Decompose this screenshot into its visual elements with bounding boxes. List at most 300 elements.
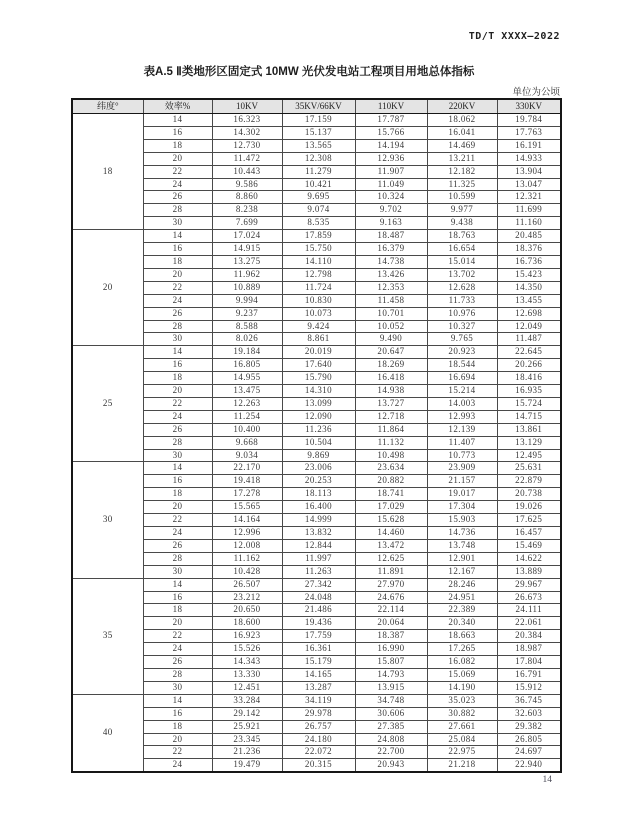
value-cell: 12.167 [427,565,497,578]
value-cell: 16.323 [212,114,282,127]
value-cell: 11.962 [212,268,282,281]
table-header [72,99,561,114]
efficiency-cell: 24 [143,527,212,540]
table-row [72,346,561,359]
value-cell: 34.748 [355,694,427,707]
value-cell: 12.628 [427,281,497,294]
table-row [72,307,561,320]
value-cell: 9.765 [427,333,497,346]
value-cell: 17.625 [497,514,561,527]
value-cell: 9.977 [427,204,497,217]
value-cell: 9.438 [427,217,497,230]
value-cell: 9.869 [282,449,355,462]
value-cell: 10.976 [427,307,497,320]
value-cell: 14.310 [282,385,355,398]
value-cell: 11.049 [355,178,427,191]
value-cell: 11.733 [427,294,497,307]
value-cell: 25.921 [212,720,282,733]
value-cell: 29.382 [497,720,561,733]
value-cell: 18.376 [497,243,561,256]
table-row [72,681,561,694]
efficiency-cell: 22 [143,746,212,759]
value-cell: 16.923 [212,630,282,643]
value-cell: 27.970 [355,578,427,591]
table-row [72,707,561,720]
value-cell: 10.504 [282,436,355,449]
value-cell: 17.763 [497,126,561,139]
value-cell: 9.994 [212,294,282,307]
value-cell: 21.157 [427,475,497,488]
value-cell: 12.996 [212,527,282,540]
table-row [72,114,561,127]
value-cell: 20.019 [282,346,355,359]
value-cell: 13.099 [282,397,355,410]
value-cell: 17.759 [282,630,355,643]
efficiency-cell: 28 [143,436,212,449]
table-row [72,410,561,423]
value-cell: 14.469 [427,139,497,152]
efficiency-cell: 14 [143,578,212,591]
value-cell: 18.487 [355,230,427,243]
value-cell: 16.041 [427,126,497,139]
efficiency-cell: 20 [143,152,212,165]
value-cell: 27.385 [355,720,427,733]
efficiency-cell: 18 [143,720,212,733]
value-cell: 10.400 [212,423,282,436]
value-cell: 15.137 [282,126,355,139]
value-cell: 9.424 [282,320,355,333]
value-cell: 15.069 [427,668,497,681]
column-header: 35KV/66KV [282,99,355,114]
value-cell: 11.997 [282,552,355,565]
table-row [72,333,561,346]
value-cell: 9.702 [355,204,427,217]
value-cell: 16.654 [427,243,497,256]
efficiency-cell: 16 [143,126,212,139]
value-cell: 20.253 [282,475,355,488]
value-cell: 15.912 [497,681,561,694]
efficiency-cell: 18 [143,372,212,385]
value-cell: 35.023 [427,694,497,707]
value-cell: 11.279 [282,165,355,178]
efficiency-cell: 22 [143,281,212,294]
value-cell: 23.909 [427,462,497,475]
table-row [72,475,561,488]
value-cell: 14.003 [427,397,497,410]
value-cell: 13.472 [355,539,427,552]
table-body [72,114,561,773]
table-row [72,423,561,436]
value-cell: 10.599 [427,191,497,204]
efficiency-cell: 22 [143,165,212,178]
value-cell: 24.951 [427,591,497,604]
value-cell: 18.987 [497,643,561,656]
efficiency-cell: 16 [143,707,212,720]
value-cell: 16.457 [497,527,561,540]
value-cell: 16.791 [497,668,561,681]
value-cell: 26.507 [212,578,282,591]
column-header: 纬度° [72,99,143,114]
efficiency-cell: 18 [143,604,212,617]
value-cell: 14.736 [427,527,497,540]
efficiency-cell: 30 [143,333,212,346]
value-cell: 12.182 [427,165,497,178]
value-cell: 11.864 [355,423,427,436]
value-cell: 15.526 [212,643,282,656]
efficiency-cell: 24 [143,294,212,307]
table-row [72,514,561,527]
value-cell: 8.860 [212,191,282,204]
value-cell: 16.379 [355,243,427,256]
efficiency-cell: 28 [143,204,212,217]
value-cell: 20.943 [355,759,427,772]
value-cell: 19.184 [212,346,282,359]
value-cell: 25.084 [427,733,497,746]
table-row [72,268,561,281]
value-cell: 13.287 [282,681,355,694]
value-cell: 24.697 [497,746,561,759]
value-cell: 14.793 [355,668,427,681]
value-cell: 8.861 [282,333,355,346]
table-row [72,565,561,578]
efficiency-cell: 16 [143,591,212,604]
efficiency-cell: 24 [143,759,212,772]
value-cell: 18.062 [427,114,497,127]
value-cell: 9.237 [212,307,282,320]
value-cell: 19.418 [212,475,282,488]
efficiency-cell: 28 [143,668,212,681]
latitude-cell: 18 [72,114,143,230]
value-cell: 14.933 [497,152,561,165]
value-cell: 16.418 [355,372,427,385]
value-cell: 11.407 [427,436,497,449]
value-cell: 16.400 [282,501,355,514]
column-header: 10KV [212,99,282,114]
efficiency-cell: 28 [143,320,212,333]
value-cell: 8.238 [212,204,282,217]
table-row [72,178,561,191]
value-cell: 14.938 [355,385,427,398]
efficiency-cell: 24 [143,643,212,656]
value-cell: 18.600 [212,617,282,630]
value-cell: 14.165 [282,668,355,681]
value-cell: 10.443 [212,165,282,178]
value-cell: 28.246 [427,578,497,591]
value-cell: 14.738 [355,255,427,268]
value-cell: 19.017 [427,488,497,501]
column-header: 110KV [355,99,427,114]
table-row [72,320,561,333]
column-header: 330KV [497,99,561,114]
value-cell: 17.804 [497,656,561,669]
efficiency-cell: 18 [143,488,212,501]
value-cell: 12.495 [497,449,561,462]
value-cell: 10.327 [427,320,497,333]
value-cell: 14.164 [212,514,282,527]
efficiency-cell: 22 [143,514,212,527]
value-cell: 13.426 [355,268,427,281]
value-cell: 14.194 [355,139,427,152]
value-cell: 13.727 [355,397,427,410]
value-cell: 14.460 [355,527,427,540]
value-cell: 14.915 [212,243,282,256]
value-cell: 15.790 [282,372,355,385]
value-cell: 13.330 [212,668,282,681]
value-cell: 15.807 [355,656,427,669]
value-cell: 29.978 [282,707,355,720]
value-cell: 14.110 [282,255,355,268]
value-cell: 12.451 [212,681,282,694]
value-cell: 16.736 [497,255,561,268]
value-cell: 10.498 [355,449,427,462]
value-cell: 14.302 [212,126,282,139]
efficiency-cell: 30 [143,681,212,694]
value-cell: 18.544 [427,359,497,372]
value-cell: 18.113 [282,488,355,501]
value-cell: 17.859 [282,230,355,243]
table-row [72,372,561,385]
value-cell: 13.211 [427,152,497,165]
table-row [72,230,561,243]
efficiency-cell: 18 [143,139,212,152]
value-cell: 12.698 [497,307,561,320]
value-cell: 22.114 [355,604,427,617]
value-cell: 11.160 [497,217,561,230]
table-title: 表A.5 Ⅱ类地形区固定式 10MW 光伏发电站工程项目用地总体指标 [143,66,475,78]
value-cell: 20.650 [212,604,282,617]
value-cell: 14.190 [427,681,497,694]
value-cell: 13.129 [497,436,561,449]
table-row [72,617,561,630]
value-cell: 11.891 [355,565,427,578]
value-cell: 10.428 [212,565,282,578]
value-cell: 12.625 [355,552,427,565]
value-cell: 13.832 [282,527,355,540]
efficiency-cell: 22 [143,630,212,643]
value-cell: 18.741 [355,488,427,501]
value-cell: 32.603 [497,707,561,720]
value-cell: 16.191 [497,139,561,152]
table-row [72,255,561,268]
table-row [72,552,561,565]
efficiency-cell: 26 [143,307,212,320]
table-row [72,217,561,230]
value-cell: 10.052 [355,320,427,333]
value-cell: 29.967 [497,578,561,591]
value-cell: 17.278 [212,488,282,501]
value-cell: 11.472 [212,152,282,165]
value-cell: 24.048 [282,591,355,604]
standard-code-header: TD/T XXXX—2022 [468,31,560,42]
value-cell: 36.745 [497,694,561,707]
value-cell: 14.350 [497,281,561,294]
value-cell: 26.673 [497,591,561,604]
value-cell: 21.236 [212,746,282,759]
table-row [72,501,561,514]
value-cell: 9.490 [355,333,427,346]
value-cell: 18.663 [427,630,497,643]
value-cell: 24.180 [282,733,355,746]
value-cell: 13.915 [355,681,427,694]
value-cell: 18.387 [355,630,427,643]
table-row [72,668,561,681]
efficiency-cell: 26 [143,539,212,552]
value-cell: 13.748 [427,539,497,552]
table-row [72,733,561,746]
value-cell: 14.343 [212,656,282,669]
latitude-cell: 30 [72,462,143,578]
value-cell: 16.935 [497,385,561,398]
value-cell: 7.699 [212,217,282,230]
value-cell: 20.340 [427,617,497,630]
table-row [72,720,561,733]
efficiency-cell: 28 [143,552,212,565]
value-cell: 14.715 [497,410,561,423]
value-cell: 15.014 [427,255,497,268]
value-cell: 12.993 [427,410,497,423]
value-cell: 20.923 [427,346,497,359]
value-cell: 15.214 [427,385,497,398]
column-header: 效率% [143,99,212,114]
value-cell: 9.074 [282,204,355,217]
column-header: 220KV [427,99,497,114]
value-cell: 12.901 [427,552,497,565]
value-cell: 11.458 [355,294,427,307]
value-cell: 22.940 [497,759,561,772]
value-cell: 18.763 [427,230,497,243]
efficiency-cell: 26 [143,191,212,204]
efficiency-cell: 22 [143,397,212,410]
efficiency-cell: 20 [143,268,212,281]
table-row [72,165,561,178]
table-row [72,527,561,540]
table-row [72,488,561,501]
value-cell: 21.486 [282,604,355,617]
value-cell: 20.064 [355,617,427,630]
value-cell: 13.455 [497,294,561,307]
value-cell: 10.324 [355,191,427,204]
efficiency-cell: 24 [143,410,212,423]
value-cell: 11.162 [212,552,282,565]
value-cell: 12.844 [282,539,355,552]
table-row [72,462,561,475]
value-cell: 26.757 [282,720,355,733]
efficiency-cell: 20 [143,385,212,398]
value-cell: 24.676 [355,591,427,604]
table-row [72,204,561,217]
value-cell: 12.049 [497,320,561,333]
value-cell: 20.315 [282,759,355,772]
value-cell: 19.784 [497,114,561,127]
value-cell: 15.423 [497,268,561,281]
value-cell: 17.787 [355,114,427,127]
table-row [72,397,561,410]
value-cell: 10.889 [212,281,282,294]
latitude-cell: 20 [72,230,143,346]
page-number: 14 [542,775,552,785]
value-cell: 18.416 [497,372,561,385]
value-cell: 18.269 [355,359,427,372]
value-cell: 8.026 [212,333,282,346]
indicator-table [71,98,562,773]
value-cell: 30.882 [427,707,497,720]
efficiency-cell: 14 [143,694,212,707]
value-cell: 20.384 [497,630,561,643]
value-cell: 17.640 [282,359,355,372]
value-cell: 19.436 [282,617,355,630]
value-cell: 9.695 [282,191,355,204]
value-cell: 17.024 [212,230,282,243]
value-cell: 8.588 [212,320,282,333]
value-cell: 16.082 [427,656,497,669]
table-row [72,759,561,772]
latitude-cell: 40 [72,694,143,772]
value-cell: 22.700 [355,746,427,759]
value-cell: 23.634 [355,462,427,475]
value-cell: 13.275 [212,255,282,268]
value-cell: 21.218 [427,759,497,772]
value-cell: 15.628 [355,514,427,527]
value-cell: 11.263 [282,565,355,578]
value-cell: 22.975 [427,746,497,759]
efficiency-cell: 16 [143,243,212,256]
table-row [72,243,561,256]
value-cell: 12.730 [212,139,282,152]
table-row [72,630,561,643]
value-cell: 10.773 [427,449,497,462]
value-cell: 17.159 [282,114,355,127]
value-cell: 20.485 [497,230,561,243]
value-cell: 11.724 [282,281,355,294]
value-cell: 22.170 [212,462,282,475]
efficiency-cell: 16 [143,359,212,372]
value-cell: 10.701 [355,307,427,320]
value-cell: 13.475 [212,385,282,398]
latitude-cell: 25 [72,346,143,462]
table-row [72,294,561,307]
value-cell: 13.889 [497,565,561,578]
efficiency-cell: 16 [143,475,212,488]
value-cell: 11.699 [497,204,561,217]
value-cell: 25.631 [497,462,561,475]
value-cell: 12.353 [355,281,427,294]
efficiency-cell: 14 [143,346,212,359]
efficiency-cell: 14 [143,230,212,243]
value-cell: 12.321 [497,191,561,204]
value-cell: 15.724 [497,397,561,410]
value-cell: 10.830 [282,294,355,307]
value-cell: 9.668 [212,436,282,449]
value-cell: 15.766 [355,126,427,139]
value-cell: 11.325 [427,178,497,191]
value-cell: 14.622 [497,552,561,565]
value-cell: 11.132 [355,436,427,449]
value-cell: 16.990 [355,643,427,656]
value-cell: 14.955 [212,372,282,385]
value-cell: 20.882 [355,475,427,488]
unit-note: 单位为公顷 [512,88,560,98]
value-cell: 22.879 [497,475,561,488]
table-row [72,139,561,152]
value-cell: 15.903 [427,514,497,527]
value-cell: 12.008 [212,539,282,552]
table-row [72,152,561,165]
efficiency-cell: 26 [143,656,212,669]
table-row [72,578,561,591]
value-cell: 23.345 [212,733,282,746]
table-row [72,539,561,552]
value-cell: 15.565 [212,501,282,514]
